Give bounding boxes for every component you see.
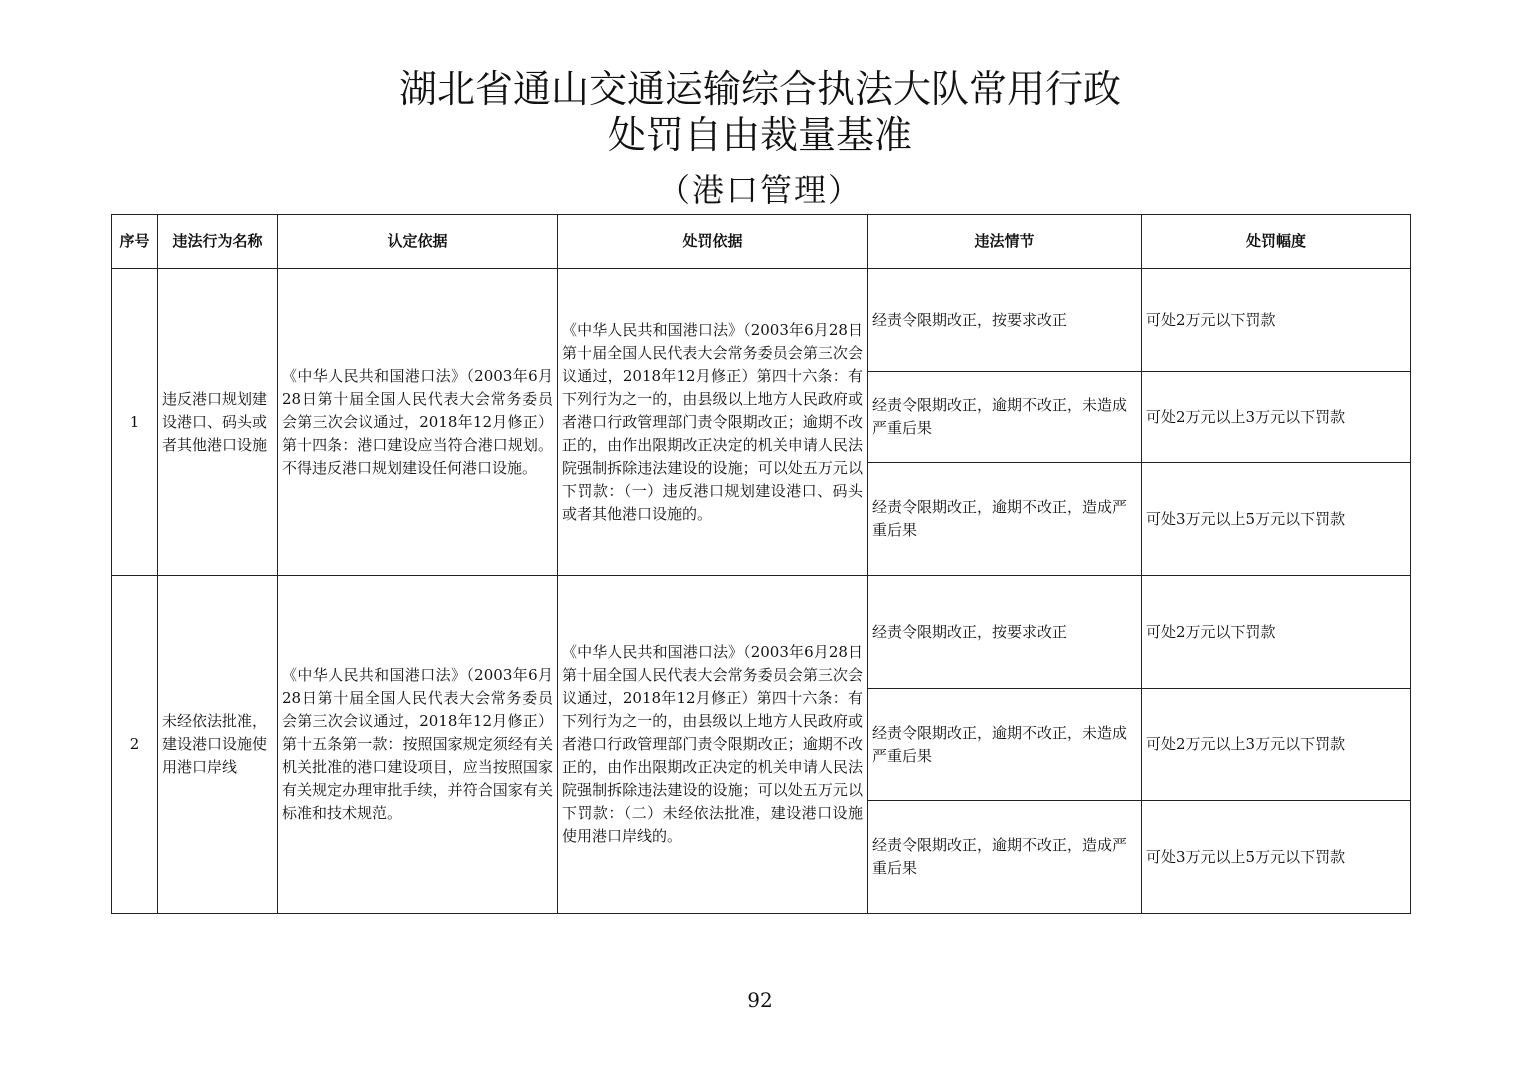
penalty-range: 可处2万元以上3万元以下罚款 xyxy=(1142,372,1411,463)
penalty-range: 可处3万元以上5万元以下罚款 xyxy=(1142,801,1411,914)
violation-name: 未经依法批准，建设港口设施使用港口岸线 xyxy=(158,576,278,914)
penalty-basis: 《中华人民共和国港口法》（2003年6月28日第十届全国人民代表大会常务委员会第三次会议通过，2018年12月修正）第四十六条：有下列行为之一的，由县级以上地方人民政府或者港口行政管理部门责令限期改正；逾期不改正的，由作出限期改正决定的机关申请人民法院强制拆除违法建设的设施；可以处五万元以下罚款：（二）未经依法批准，建设港口设施使用港口岸线的。 xyxy=(558,576,868,914)
header-penalty-range: 处罚幅度 xyxy=(1142,215,1411,269)
header-circumstance: 违法情节 xyxy=(868,215,1142,269)
violation-circumstance: 经责令限期改正，逾期不改正，未造成严重后果 xyxy=(868,689,1142,801)
table-header-row xyxy=(112,215,1411,269)
document-subtitle: （港口管理） xyxy=(657,171,862,209)
violation-name: 违反港口规划建设港口、码头或者其他港口设施 xyxy=(158,269,278,576)
row-no: 2 xyxy=(112,576,158,914)
document-title-line2: 处罚自由裁量基准 xyxy=(607,113,912,157)
page-number: 92 xyxy=(747,988,773,1012)
header-penalty-basis: 处罚依据 xyxy=(558,215,868,269)
violation-circumstance: 经责令限期改正，逾期不改正，未造成严重后果 xyxy=(868,372,1142,463)
violation-circumstance: 经责令限期改正，按要求改正 xyxy=(868,269,1142,372)
table-row xyxy=(112,576,1411,689)
penalty-range: 可处2万元以上3万元以下罚款 xyxy=(1142,689,1411,801)
penalty-range: 可处2万元以下罚款 xyxy=(1142,576,1411,689)
header-no: 序号 xyxy=(112,215,158,269)
penalty-basis: 《中华人民共和国港口法》（2003年6月28日第十届全国人民代表大会常务委员会第三次会议通过，2018年12月修正）第四十六条：有下列行为之一的，由县级以上地方人民政府或者港口行政管理部门责令限期改正；逾期不改正的，由作出限期改正决定的机关申请人民法院强制拆除违法建设的设施；可以处五万元以下罚款：（一）违反港口规划建设港口、码头或者其他港口设施的。 xyxy=(558,269,868,576)
determination-basis: 《中华人民共和国港口法》（2003年6月28日第十届全国人民代表大会常务委员会第三次会议通过，2018年12月修正）第十五条第一款：按照国家规定须经有关机关批准的港口建设项目，应当按照国家有关规定办理审批手续，并符合国家有关标准和技术规范。 xyxy=(278,576,558,914)
document-title-line1: 湖北省通山交通运输综合执法大队常用行政 xyxy=(398,67,1121,111)
penalty-range: 可处2万元以下罚款 xyxy=(1142,269,1411,372)
header-violation-name: 违法行为名称 xyxy=(158,215,278,269)
table-row xyxy=(112,269,1411,372)
penalty-range: 可处3万元以上5万元以下罚款 xyxy=(1142,463,1411,576)
row-no: 1 xyxy=(112,269,158,576)
violation-circumstance: 经责令限期改正，逾期不改正，造成严重后果 xyxy=(868,463,1142,576)
header-basis: 认定依据 xyxy=(278,215,558,269)
penalty-standards-table xyxy=(111,214,1411,914)
violation-circumstance: 经责令限期改正，按要求改正 xyxy=(868,576,1142,689)
violation-circumstance: 经责令限期改正，逾期不改正，造成严重后果 xyxy=(868,801,1142,914)
determination-basis: 《中华人民共和国港口法》（2003年6月28日第十届全国人民代表大会常务委员会第三次会议通过，2018年12月修正）第十四条：港口建设应当符合港口规划。不得违反港口规划建设任何港口设施。 xyxy=(278,269,558,576)
